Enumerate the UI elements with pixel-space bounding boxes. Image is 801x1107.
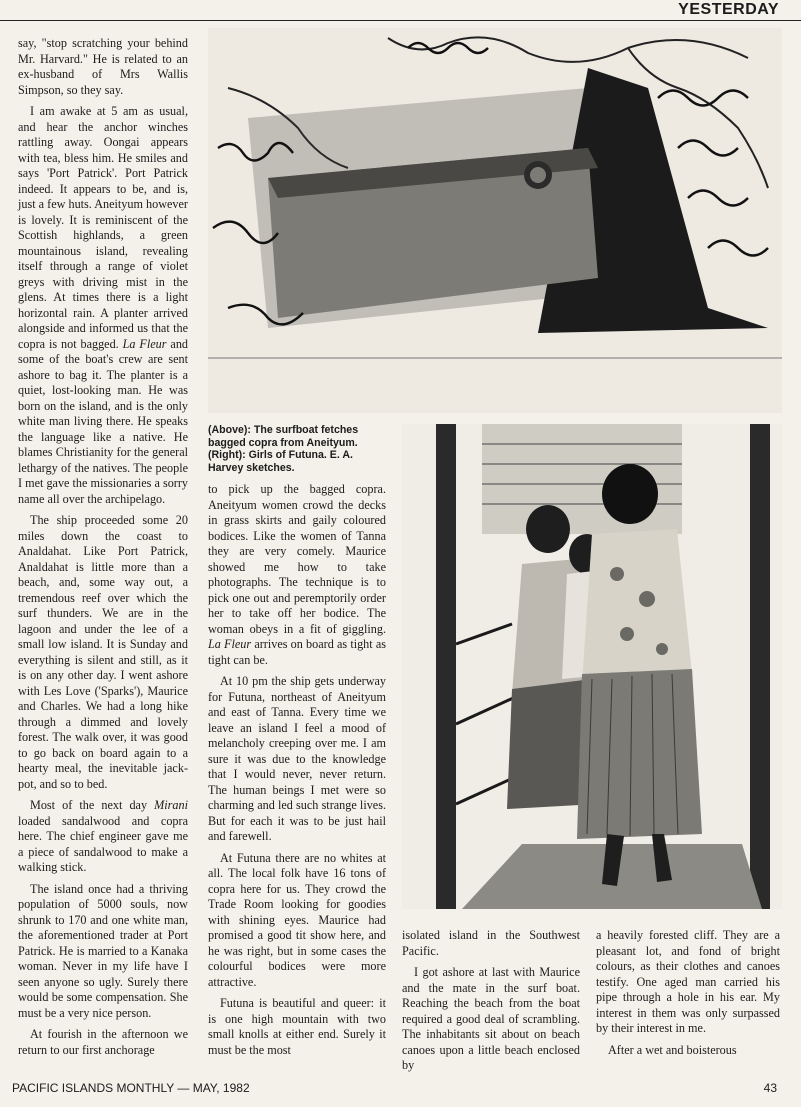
footer-publication: PACIFIC ISLANDS MONTHLY — MAY, 1982: [12, 1081, 250, 1095]
column-3: [402, 928, 580, 1080]
column-1: [18, 36, 188, 1064]
paragraph: a heavily forested cliff. They are a pleasant lot, and fond of bright colours, as their clothes and canoes testify. One aged man carried his pipe through a hole in his ear. My interest in them was only surpassed by their interest in me.: [596, 928, 780, 1035]
paragraph: At fourish in the afternoon we return to our first anchorage: [18, 1027, 188, 1057]
column-4: [596, 928, 780, 1064]
paragraph: I got ashore at last with Maurice and the mate in the surf boat. Reaching the beach from the boat required a good deal of scrambling. The inhabitants sit about on beach canoes upon a little beach enclosed by: [402, 965, 580, 1072]
header-rule: [0, 20, 801, 21]
paragraph: Futuna is beautiful and queer: it is one high mountain with two small knolls at either end. Surely it must be the most: [208, 996, 386, 1057]
paragraph: At 10 pm the ship gets underway for Futuna, northeast of Aneityum and east of Tanna. Every time we leave an island I feel a mood of melancholy creeping over me. I am sure it was due to the knowledge that I would never, never return. The human beings I met were so charming and led such strange lives. But for each it was to be just hail and farewell.: [208, 674, 386, 843]
futuna-girls-sketch-image: [402, 424, 782, 909]
paragraph: At Futuna there are no whites at all. The local folk have 16 tons of copra here for us. They crowd the Trade Room looking for goodies with shining eyes. Maurice had promised a good tit show here, and he was right, but in some cases the colourful bodices were more attractive.: [208, 850, 386, 989]
figure-caption: (Above): The surfboat fetches bagged copra from Aneityum. (Right): Girls of Futuna. E. A. Harvey sketches.: [208, 424, 359, 474]
ship-name: La Fleur: [208, 637, 252, 651]
paragraph: to pick up the bagged copra. Aneityum women crowd the decks in grass skirts and gaily coloured bodices. Like the women of Tanna they are very comely. Maurice showed me how to take photographs. The technique is to pick one out and peremptorily order her to take off her bodice. The woman obeys in a fit of giggling. La Fleur arrives on board as tight as tight can be.: [208, 482, 386, 667]
paragraph: The ship proceeded some 20 miles down the coast to Analdahat. Like Port Patrick, Analdahat is little more than a beach, and, some way out, a tremendous reef over which the surf thunders. We are in the lagoon and under the lee of a small low island. It is Sunday and everything is silent and still, as it is on any other day. I went ashore with Les Love ('Sparks'), Maurice and Charles. We had a long hike through a dimmed and lovely forest. The walk over, it was good to go back on board again to a hearty meal, the inevitable jack-pot, and so to bed.: [18, 513, 188, 791]
page-number: 43: [763, 1081, 777, 1095]
ship-name: Mirani: [154, 798, 188, 812]
paragraph: The island once had a thriving population of 5000 souls, now shrunk to 170 and one white man, the aforementioned trader at Port Patrick. He is married to a Kanaka woman. Never in my life have I seen anyone so ugly. Surely there would be some compensation. She must be a very nice person.: [18, 881, 188, 1020]
section-label: YESTERDAY: [670, 1, 779, 19]
paragraph: say, "stop scratching your behind Mr. Harvard." He is related to an ex-husband of Mrs Wallis Simpson, so they say.: [18, 36, 188, 97]
paragraph: Most of the next day Mirani loaded sandalwood and copra here. The chief engineer gave me a piece of sandalwood to make a walking stick.: [18, 798, 188, 874]
paragraph: After a wet and boisterous: [608, 1042, 737, 1057]
paragraph: isolated island in the Southwest Pacific.: [402, 928, 580, 958]
surfboat-sketch-image: [208, 28, 782, 413]
column-2: [208, 482, 386, 1064]
ship-name: La Fleur: [122, 336, 167, 351]
paragraph: I am awake at 5 am as usual, and hear the anchor winches rattling away. Oongai appears with tea, bless him. He smiles and says 'Port Patrick'. Port Patrick indeed. It appears to be, and is, just a few huts. Aneityum however is lovely. It is reminiscent of the Scottish highlands, a green mountainous island, revealing itself through a range of violet greys with driving mist in the glens. At times there is a light horizontal rain. A planter arrived alongside and informed us that the copra is not bagged. La Fleur and some of the boat's crew are sent ashore to bag it. The planter is a quiet, lost-looking man. He was born on the island, and is the only white man living there. He speaks the language like a native. He blames Christianity for the general lethargy of the natives. The people I met gave the missionaries a sorry name all over the archipelago.: [18, 104, 189, 506]
